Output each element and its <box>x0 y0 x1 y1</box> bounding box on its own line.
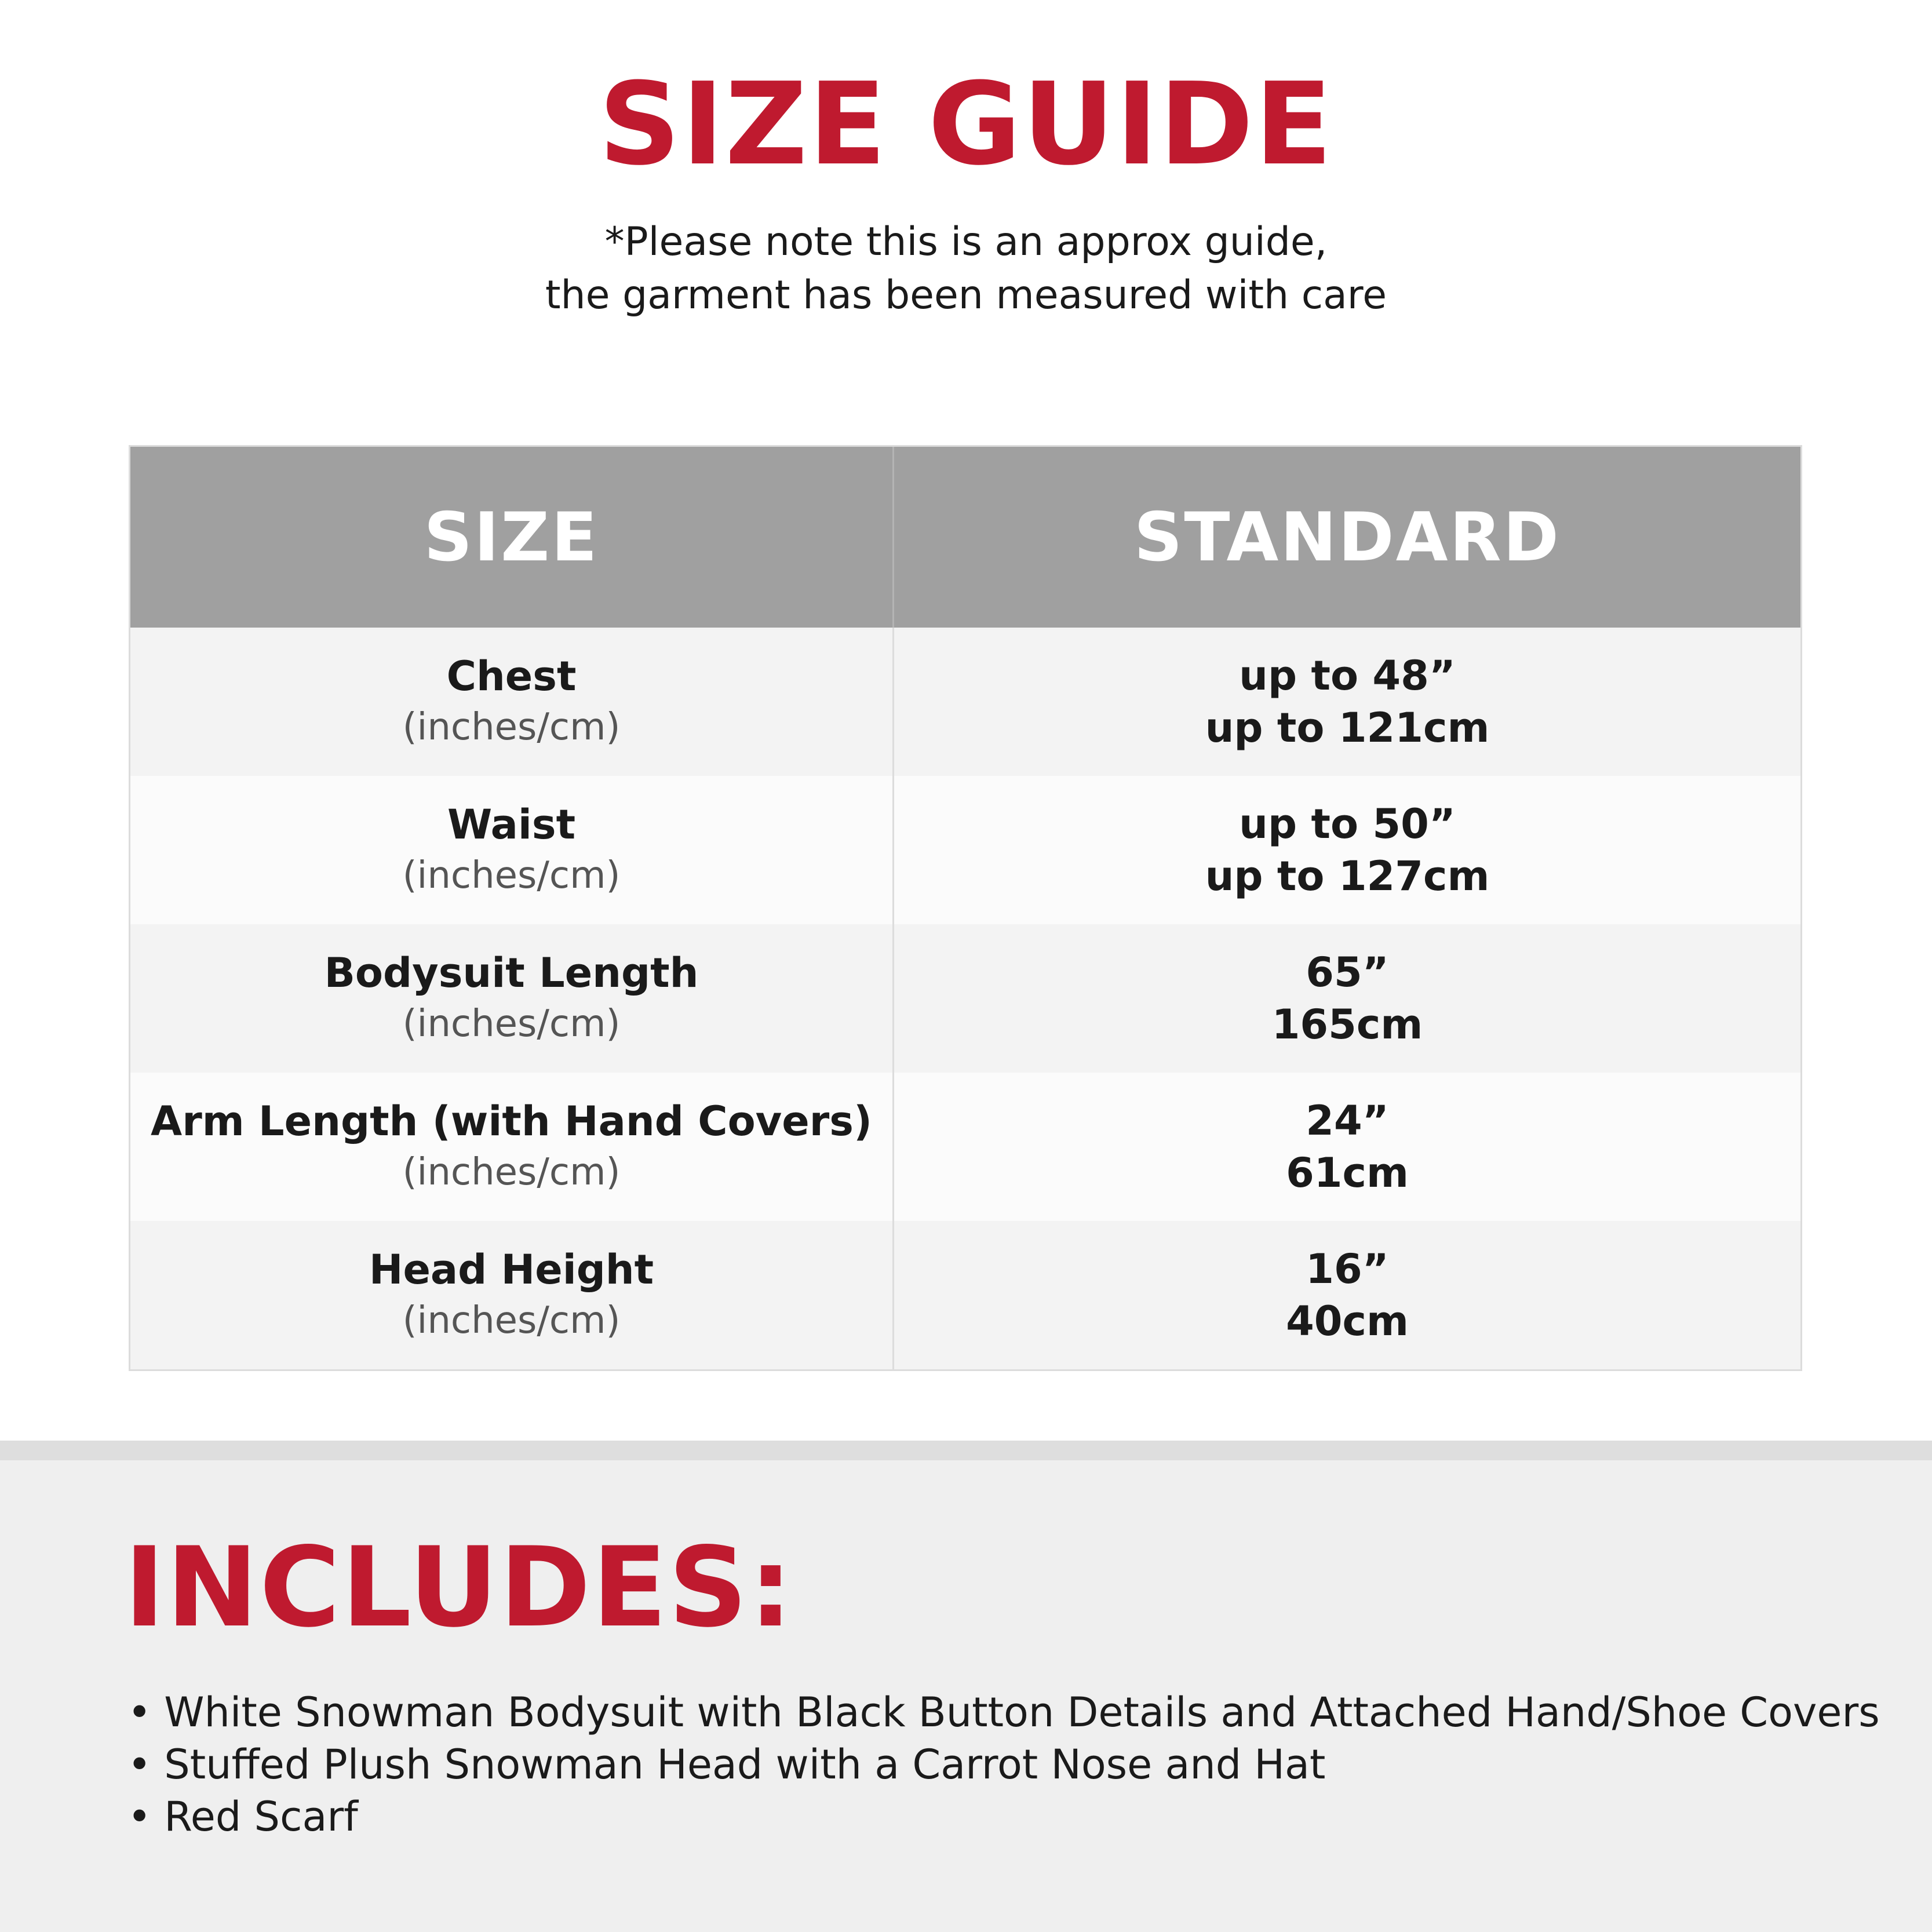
list-item-text: Red Scarf <box>164 1793 358 1840</box>
page-title: SIZE GUIDE <box>599 59 1333 191</box>
includes-title: INCLUDES: <box>124 1523 794 1652</box>
table-row-bodysuit-length <box>130 924 1800 1073</box>
value-cm: 165cm <box>1271 1001 1423 1048</box>
value-inches: up to 48” <box>1239 652 1456 699</box>
bullet-icon: • <box>127 1689 152 1736</box>
value-cell <box>894 628 1800 776</box>
table-row-head-height <box>130 1221 1800 1369</box>
measurement-cell <box>130 1221 894 1369</box>
value-inches: 24” <box>1306 1097 1389 1144</box>
note-line-1: *Please note this is an approx guide, <box>604 219 1328 265</box>
table-row-chest <box>130 628 1800 776</box>
size-table <box>129 445 1802 1371</box>
value-cell <box>894 776 1800 924</box>
measurement-label: Chest <box>446 652 577 700</box>
value-inches: 16” <box>1306 1245 1389 1293</box>
list-item <box>127 1791 1880 1843</box>
value-cm: 61cm <box>1286 1149 1409 1197</box>
value-cell <box>894 1221 1800 1369</box>
measurement-unit: (inches/cm) <box>402 1299 621 1342</box>
measurement-cell <box>130 924 894 1073</box>
list-item <box>127 1686 1880 1738</box>
measurement-cell <box>130 628 894 776</box>
measurement-cell <box>130 776 894 924</box>
measurement-label: Head Height <box>369 1246 654 1293</box>
value-cell <box>894 924 1800 1073</box>
column-header-standard: STANDARD <box>1133 498 1561 577</box>
measurement-label: Arm Length (with Hand Covers) <box>151 1098 872 1145</box>
note-line-2: the garment has been measured with care <box>545 272 1387 318</box>
list-item-text: Stuffed Plush Snowman Head with a Carrot Nose and Hat <box>164 1741 1326 1788</box>
value-cm: 40cm <box>1286 1297 1409 1345</box>
table-row-arm-length <box>130 1073 1800 1221</box>
measurement-unit: (inches/cm) <box>402 706 621 749</box>
measurement-cell <box>130 1073 894 1221</box>
includes-list <box>127 1686 1880 1843</box>
value-cm: up to 127cm <box>1205 852 1490 900</box>
includes-section <box>0 1441 1932 1932</box>
measurement-label: Waist <box>447 801 576 848</box>
measurement-unit: (inches/cm) <box>402 1003 621 1045</box>
list-item <box>127 1738 1880 1791</box>
value-inches: 65” <box>1306 949 1389 996</box>
column-header-size: SIZE <box>130 447 894 628</box>
measurement-unit: (inches/cm) <box>402 854 621 897</box>
table-header-row <box>130 447 1800 628</box>
list-item-text: White Snowman Bodysuit with Black Button Details and Attached Hand/Shoe Covers <box>164 1689 1880 1736</box>
approx-guide-note <box>0 216 1932 322</box>
measurement-unit: (inches/cm) <box>402 1151 621 1194</box>
value-cell <box>894 1073 1800 1221</box>
table-row-waist <box>130 776 1800 924</box>
value-inches: up to 50” <box>1239 800 1456 848</box>
bullet-icon: • <box>127 1793 152 1840</box>
bullet-icon: • <box>127 1741 152 1788</box>
measurement-label: Bodysuit Length <box>324 949 699 997</box>
value-cm: up to 121cm <box>1205 704 1490 752</box>
